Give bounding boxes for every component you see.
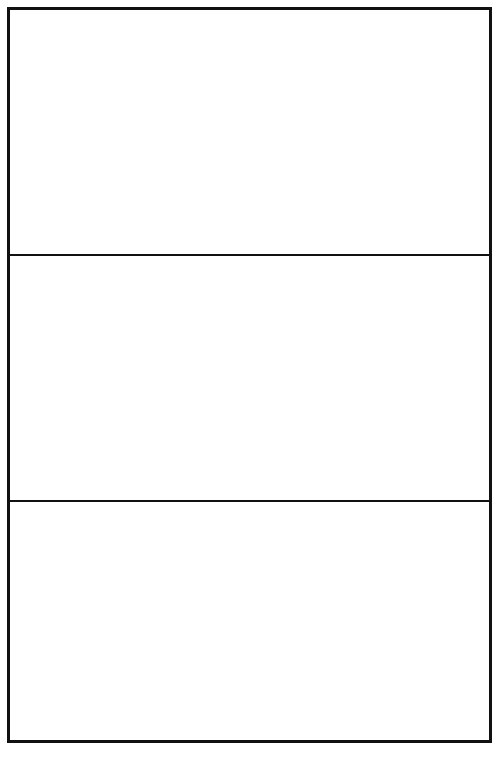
text-column — [162, 14, 191, 250]
text-column — [366, 14, 395, 250]
text-column — [74, 14, 103, 250]
text-column — [425, 260, 454, 496]
text-column — [454, 506, 483, 736]
text-column — [337, 506, 366, 736]
text-column — [220, 506, 249, 736]
text-column — [220, 260, 249, 496]
text-column — [162, 260, 191, 496]
page-frame — [7, 7, 492, 743]
text-column — [337, 14, 366, 250]
text-column — [279, 14, 308, 250]
text-column — [395, 506, 424, 736]
text-column — [104, 506, 133, 736]
text-column — [454, 14, 483, 250]
register-top — [10, 10, 489, 254]
text-column — [454, 260, 483, 496]
text-column — [250, 260, 279, 496]
text-column — [337, 260, 366, 496]
text-column — [16, 14, 45, 250]
text-column — [395, 14, 424, 250]
text-column — [191, 506, 220, 736]
text-column — [133, 14, 162, 250]
text-column — [250, 14, 279, 250]
text-column — [16, 506, 45, 736]
text-column — [366, 506, 395, 736]
text-column — [104, 260, 133, 496]
text-column — [133, 260, 162, 496]
register-middle — [10, 256, 489, 500]
text-column — [45, 260, 74, 496]
text-column — [45, 14, 74, 250]
text-column — [279, 506, 308, 736]
text-column — [74, 506, 103, 736]
text-column — [16, 260, 45, 496]
text-column — [366, 260, 395, 496]
register-bottom — [10, 502, 489, 740]
text-column — [162, 506, 191, 736]
text-column — [191, 14, 220, 250]
text-column — [308, 14, 337, 250]
text-column — [133, 506, 162, 736]
text-column — [279, 260, 308, 496]
text-column — [425, 14, 454, 250]
text-column — [104, 14, 133, 250]
text-column — [191, 260, 220, 496]
text-column — [250, 506, 279, 736]
text-column — [45, 506, 74, 736]
text-column — [308, 260, 337, 496]
text-column — [220, 14, 249, 250]
text-column — [74, 260, 103, 496]
text-column — [395, 260, 424, 496]
text-column — [425, 506, 454, 736]
text-column — [308, 506, 337, 736]
